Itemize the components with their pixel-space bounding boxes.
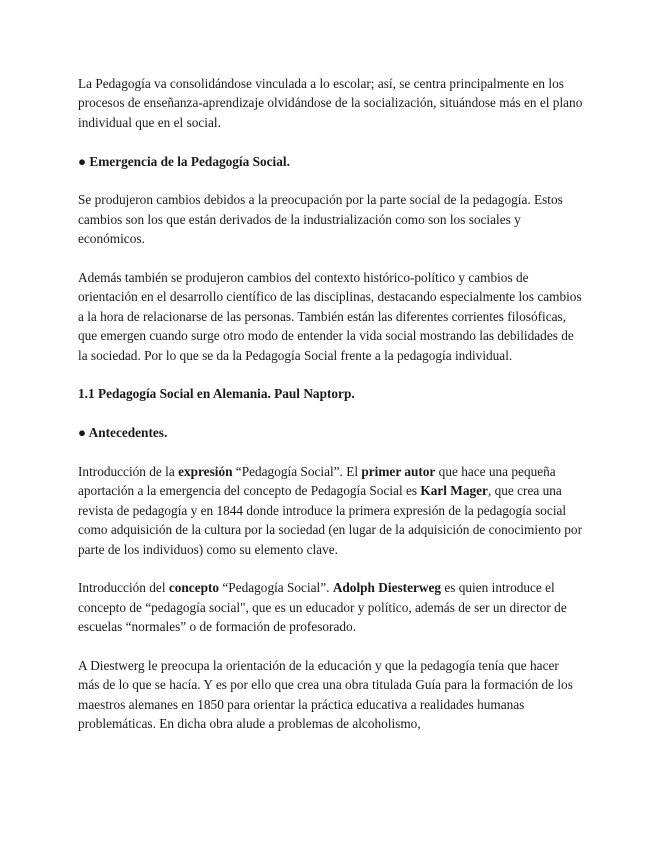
- paragraph-cambios: Se produjeron cambios debidos a la preocupación por la parte social de la pedagogía. Estos cambios son los que están derivados de la industrialización como son los sociales y económicos.: [78, 192, 563, 247]
- paragraph-intro: La Pedagogía va consolidándose vinculada a lo escolar; así, se centra principalmente en los procesos de enseñanza-aprendizaje olvidándose de la socialización, situándose más en el plano individual que en el social.: [78, 76, 583, 130]
- paragraph-expresion: [78, 462, 583, 559]
- text-span: es quien introduce el concepto de “pedagogía social", que es un educador y político, además de ser un director de escuelas “normales” o de formación de profesorado.: [78, 580, 567, 635]
- bold-karl-mager: Karl Mager: [420, 483, 488, 499]
- text-span: “Pedagogía Social”.: [219, 580, 333, 596]
- text-span: que hace una pequeña aportación a la emergencia del concepto de Pedagogía Social es: [78, 464, 556, 499]
- text-span: Introducción de la: [78, 464, 179, 480]
- bold-expresion: expresión: [178, 464, 233, 480]
- heading-emergencia: ● Emergencia de la Pedagogía Social.: [78, 153, 290, 169]
- text-span: , que crea una revista de pedagogía y en 1844 donde introduce la primera expresión de la pedagogía social como adquisición de la cultura por la sociedad (en lugar de la adquisición de conocimiento por parte de los individuos) como su elemento clave.: [78, 483, 583, 557]
- text-span: Introducción del: [78, 580, 169, 596]
- paragraph-concepto: [78, 578, 583, 636]
- paragraph-contexto: Además también se produjeron cambios del contexto histórico-político y cambios de orientación en el desarrollo científico de las disciplinas, destacando especialmente los cambios a la hora de relacionarse de las personas. También están las diferentes corrientes filosóficas, que emergen cuando surge otro modo de entender la vida social mostrando las debilidades de la sociedad. Por lo que se da la Pedagogía Social frente a la pedagogía individual.: [78, 270, 582, 363]
- bold-diesterweg: Adolph Diesterweg: [332, 580, 442, 596]
- heading-alemania: 1.1 Pedagogía Social en Alemania. Paul Naptorp.: [78, 386, 355, 402]
- heading-antecedentes: ● Antecedentes.: [78, 425, 168, 441]
- text-span: “Pedagogía Social”. El: [232, 464, 362, 480]
- paragraph-diestwerg: A Diestwerg le preocupa la orientación de la educación y que la pedagogía tenía que hacer más de lo que se hacía. Y es por ello que crea una obra titulada Guía para la formación de los maestros alemanes en 1850 para orientar la práctica educativa a realidades humanas problemáticas. En dicha obra alude a problemas de alcoholismo,: [78, 658, 573, 732]
- document-page: [78, 74, 583, 753]
- bold-concepto: concepto: [168, 580, 220, 596]
- bold-primer-autor: primer autor: [361, 464, 436, 480]
